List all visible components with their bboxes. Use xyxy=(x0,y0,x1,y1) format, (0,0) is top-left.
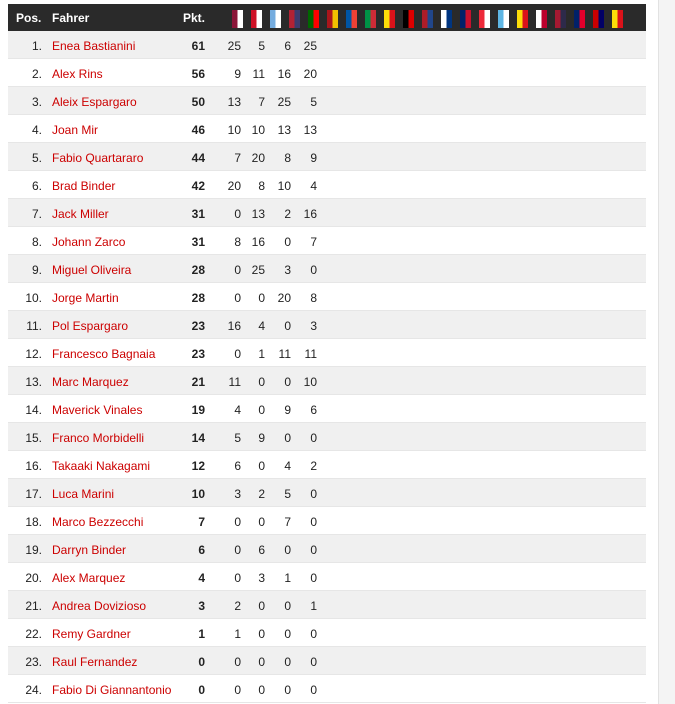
rider-name-link[interactable]: Aleix Espargaro xyxy=(52,95,137,109)
rider-name-link[interactable]: Takaaki Nakagami xyxy=(52,459,151,473)
position-cell: 1. xyxy=(31,39,42,53)
race-result-cell: 0 xyxy=(234,543,241,557)
race-result-cell: 5 xyxy=(284,487,291,501)
table-row xyxy=(8,227,646,255)
race-result-cell: 1 xyxy=(310,599,317,613)
points-cell: 0 xyxy=(198,655,205,669)
usa-flag-icon xyxy=(289,10,300,28)
race-result-cell: 0 xyxy=(258,375,265,389)
australia-flag-icon xyxy=(574,10,585,28)
race-result-cell: 9 xyxy=(284,403,291,417)
table-row xyxy=(8,311,646,339)
points-header: Pkt. xyxy=(183,11,206,25)
position-cell: 10. xyxy=(25,291,42,305)
race-result-cell: 0 xyxy=(258,459,265,473)
rider-name-link[interactable]: Marco Bezzecchi xyxy=(52,515,144,529)
points-cell: 61 xyxy=(191,39,205,53)
position-cell: 14. xyxy=(25,403,42,417)
position-cell: 20. xyxy=(25,571,42,585)
race-result-cell: 20 xyxy=(251,151,265,165)
race-result-cell: 6 xyxy=(234,459,241,473)
standings-table xyxy=(8,4,646,703)
race-result-cell: 4 xyxy=(258,319,265,333)
points-cell: 6 xyxy=(198,543,205,557)
points-cell: 23 xyxy=(191,347,205,361)
position-cell: 3. xyxy=(31,95,42,109)
race-result-cell: 5 xyxy=(234,431,241,445)
france-flag-icon xyxy=(346,10,357,28)
position-cell: 17. xyxy=(25,487,42,501)
race-result-cell: 0 xyxy=(234,683,241,697)
table-row xyxy=(8,87,646,115)
race-result-cell: 13 xyxy=(251,207,265,221)
thailand-flag-icon xyxy=(555,10,566,28)
table-row xyxy=(8,171,646,199)
race-result-cell: 0 xyxy=(284,235,291,249)
position-cell: 2. xyxy=(31,67,42,81)
malaysia-flag-icon xyxy=(593,10,604,28)
table-row xyxy=(8,255,646,283)
race-result-cell: 4 xyxy=(284,459,291,473)
race-result-cell: 0 xyxy=(284,543,291,557)
rider-name-link[interactable]: Luca Marini xyxy=(52,487,115,501)
race-result-cell: 0 xyxy=(234,263,241,277)
points-cell: 12 xyxy=(191,459,205,473)
spain-flag-icon xyxy=(327,10,338,28)
race-result-cell: 10 xyxy=(277,179,291,193)
race-result-cell: 0 xyxy=(258,599,265,613)
position-cell: 21. xyxy=(25,599,42,613)
race-result-cell: 0 xyxy=(234,291,241,305)
rider-name-link[interactable]: Fabio Di Giannantonio xyxy=(52,683,172,697)
table-row xyxy=(8,143,646,171)
points-cell: 3 xyxy=(198,599,205,613)
race-result-cell: 16 xyxy=(277,67,291,81)
position-cell: 22. xyxy=(25,627,42,641)
table-row xyxy=(8,563,646,591)
race-result-cell: 0 xyxy=(234,207,241,221)
rider-name-link[interactable]: Brad Binder xyxy=(52,179,116,193)
race-result-cell: 2 xyxy=(310,459,317,473)
rider-name-link[interactable]: Andrea Dovizioso xyxy=(52,599,147,613)
race-result-cell: 10 xyxy=(251,123,265,137)
rider-name-link[interactable]: Pol Espargaro xyxy=(52,319,129,333)
table-row xyxy=(8,339,646,367)
finland-flag-icon xyxy=(441,10,452,28)
table-row xyxy=(8,283,646,311)
race-result-cell: 0 xyxy=(234,515,241,529)
race-result-cell: 0 xyxy=(258,627,265,641)
netherlands-flag-icon xyxy=(422,10,433,28)
points-cell: 0 xyxy=(198,683,205,697)
rider-name-link[interactable]: Darryn Binder xyxy=(52,543,127,557)
race-result-cell: 6 xyxy=(258,543,265,557)
race-result-cell: 0 xyxy=(310,515,317,529)
race-result-cell: 9 xyxy=(310,151,317,165)
race-result-cell: 0 xyxy=(284,375,291,389)
position-cell: 5. xyxy=(31,151,42,165)
table-row xyxy=(8,619,646,647)
race-result-cell: 13 xyxy=(303,123,317,137)
race-result-cell: 8 xyxy=(234,235,241,249)
table-row xyxy=(8,199,646,227)
table-row xyxy=(8,115,646,143)
points-cell: 46 xyxy=(191,123,205,137)
race-result-cell: 7 xyxy=(258,95,265,109)
points-cell: 14 xyxy=(191,431,205,445)
rider-name-link[interactable]: Fabio Quartararo xyxy=(52,151,144,165)
race-result-cell: 2 xyxy=(258,487,265,501)
rider-name-link[interactable]: Alex Marquez xyxy=(52,571,126,585)
points-cell: 21 xyxy=(191,375,205,389)
position-cell: 4. xyxy=(31,123,42,137)
table-header xyxy=(8,4,646,31)
points-cell: 31 xyxy=(191,207,205,221)
rider-name-link[interactable]: Franco Morbidelli xyxy=(52,431,145,445)
race-result-cell: 0 xyxy=(310,263,317,277)
table-row xyxy=(8,395,646,423)
position-cell: 23. xyxy=(25,655,42,669)
aragon-flag-icon xyxy=(517,10,528,28)
race-result-cell: 0 xyxy=(284,627,291,641)
race-result-cell: 5 xyxy=(258,39,265,53)
race-result-cell: 2 xyxy=(234,599,241,613)
race-result-cell: 7 xyxy=(284,515,291,529)
position-cell: 8. xyxy=(31,235,42,249)
race-result-cell: 9 xyxy=(258,431,265,445)
race-result-cell: 0 xyxy=(258,403,265,417)
table-row xyxy=(8,507,646,535)
points-cell: 4 xyxy=(198,571,205,585)
race-result-cell: 3 xyxy=(284,263,291,277)
race-result-cell: 0 xyxy=(310,627,317,641)
race-result-cell: 1 xyxy=(234,627,241,641)
points-cell: 10 xyxy=(191,487,205,501)
position-cell: 19. xyxy=(25,543,42,557)
race-result-cell: 3 xyxy=(234,487,241,501)
race-result-cell: 25 xyxy=(251,263,265,277)
race-result-cell: 11 xyxy=(228,375,241,389)
race-result-cell: 3 xyxy=(258,571,265,585)
race-result-cell: 25 xyxy=(303,39,317,53)
points-cell: 28 xyxy=(191,263,205,277)
points-cell: 19 xyxy=(191,403,205,417)
points-cell: 28 xyxy=(191,291,205,305)
rider-header: Fahrer xyxy=(52,11,90,25)
table-row xyxy=(8,451,646,479)
race-result-cell: 20 xyxy=(277,291,291,305)
race-result-cell: 4 xyxy=(310,179,317,193)
race-result-cell: 9 xyxy=(234,67,241,81)
race-result-cell: 16 xyxy=(303,207,317,221)
points-cell: 31 xyxy=(191,235,205,249)
race-result-cell: 0 xyxy=(310,431,317,445)
table-row xyxy=(8,367,646,395)
table-row xyxy=(8,675,646,703)
race-result-cell: 0 xyxy=(310,543,317,557)
table-row xyxy=(8,591,646,619)
race-result-cell: 3 xyxy=(310,319,317,333)
position-cell: 13. xyxy=(25,375,42,389)
japan-flag-icon xyxy=(536,10,547,28)
race-result-cell: 0 xyxy=(310,683,317,697)
race-result-cell: 4 xyxy=(234,403,241,417)
position-cell: 7. xyxy=(31,207,42,221)
race-result-cell: 0 xyxy=(310,487,317,501)
race-result-cell: 0 xyxy=(284,683,291,697)
table-row xyxy=(8,535,646,563)
table-row xyxy=(8,647,646,675)
race-result-cell: 0 xyxy=(310,655,317,669)
rider-list xyxy=(8,31,646,703)
race-result-cell: 13 xyxy=(227,95,241,109)
valencia-flag-icon xyxy=(612,10,623,28)
points-cell: 1 xyxy=(198,627,205,641)
position-cell: 11. xyxy=(26,319,42,333)
race-result-cell: 16 xyxy=(227,319,241,333)
table-row xyxy=(8,479,646,507)
race-result-cell: 20 xyxy=(227,179,241,193)
rider-name-link[interactable]: Joan Mir xyxy=(52,123,99,137)
san-marino-flag-icon xyxy=(498,10,509,28)
race-result-cell: 0 xyxy=(284,431,291,445)
points-cell: 56 xyxy=(191,67,205,81)
position-cell: 24. xyxy=(25,683,42,697)
race-result-cell: 0 xyxy=(310,571,317,585)
race-result-cell: 8 xyxy=(284,151,291,165)
rider-name-link[interactable]: Raul Fernandez xyxy=(52,655,138,669)
rider-name-link[interactable]: Francesco Bagnaia xyxy=(52,347,156,361)
rider-name-link[interactable]: Marc Marquez xyxy=(52,375,129,389)
race-result-cell: 20 xyxy=(303,67,317,81)
rider-name-link[interactable]: Alex Rins xyxy=(52,67,103,81)
race-result-cell: 11 xyxy=(304,347,317,361)
race-result-cell: 1 xyxy=(258,347,265,361)
qatar-flag-icon xyxy=(232,10,243,28)
pos-header: Pos. xyxy=(16,11,42,25)
race-result-cell: 0 xyxy=(258,515,265,529)
position-cell: 15. xyxy=(25,431,42,445)
race-result-cell: 10 xyxy=(303,375,317,389)
race-result-cell: 25 xyxy=(277,95,291,109)
austria-flag-icon xyxy=(479,10,490,28)
position-cell: 12. xyxy=(25,347,42,361)
points-cell: 50 xyxy=(191,95,205,109)
argentina-flag-icon xyxy=(270,10,281,28)
rider-name-link[interactable]: Enea Bastianini xyxy=(52,39,136,53)
race-result-cell: 0 xyxy=(284,599,291,613)
race-result-cell: 0 xyxy=(258,683,265,697)
race-result-cell: 0 xyxy=(284,655,291,669)
position-cell: 9. xyxy=(31,263,42,277)
table-row xyxy=(8,59,646,87)
position-cell: 18. xyxy=(25,515,42,529)
race-result-cell: 7 xyxy=(310,235,317,249)
rider-name-link[interactable]: Jorge Martin xyxy=(52,291,119,305)
table-row xyxy=(8,31,646,59)
rider-name-link[interactable]: Remy Gardner xyxy=(52,627,131,641)
race-result-cell: 11 xyxy=(278,347,291,361)
race-result-cell: 11 xyxy=(252,67,265,81)
race-result-cell: 0 xyxy=(284,319,291,333)
points-cell: 7 xyxy=(198,515,205,529)
race-result-cell: 25 xyxy=(227,39,241,53)
race-result-cell: 5 xyxy=(310,95,317,109)
rider-name-link[interactable]: Maverick Vinales xyxy=(52,403,143,417)
portugal-flag-icon xyxy=(308,10,319,28)
points-cell: 23 xyxy=(191,319,205,333)
race-result-cell: 0 xyxy=(258,291,265,305)
race-result-cell: 0 xyxy=(234,655,241,669)
points-cell: 44 xyxy=(191,151,205,165)
germany-flag-icon xyxy=(403,10,414,28)
race-result-cell: 13 xyxy=(277,123,291,137)
italy-flag-icon xyxy=(365,10,376,28)
race-result-cell: 0 xyxy=(258,655,265,669)
great-britain-flag-icon xyxy=(460,10,471,28)
race-result-cell: 8 xyxy=(310,291,317,305)
rider-name-link[interactable]: Miguel Oliveira xyxy=(52,263,132,277)
race-result-cell: 6 xyxy=(310,403,317,417)
position-cell: 16. xyxy=(25,459,42,473)
race-result-cell: 6 xyxy=(284,39,291,53)
race-result-cell: 0 xyxy=(234,347,241,361)
race-result-cell: 2 xyxy=(284,207,291,221)
indonesia-flag-icon xyxy=(251,10,262,28)
rider-name-link[interactable]: Jack Miller xyxy=(52,207,109,221)
table-row xyxy=(8,423,646,451)
race-result-cell: 8 xyxy=(258,179,265,193)
race-result-cell: 1 xyxy=(284,571,291,585)
race-result-cell: 7 xyxy=(234,151,241,165)
race-result-cell: 0 xyxy=(234,571,241,585)
catalunya-flag-icon xyxy=(384,10,395,28)
race-result-cell: 16 xyxy=(251,235,265,249)
scrollbar[interactable] xyxy=(658,0,675,704)
race-result-cell: 10 xyxy=(227,123,241,137)
points-cell: 42 xyxy=(191,179,205,193)
position-cell: 6. xyxy=(31,179,42,193)
rider-name-link[interactable]: Johann Zarco xyxy=(52,235,126,249)
